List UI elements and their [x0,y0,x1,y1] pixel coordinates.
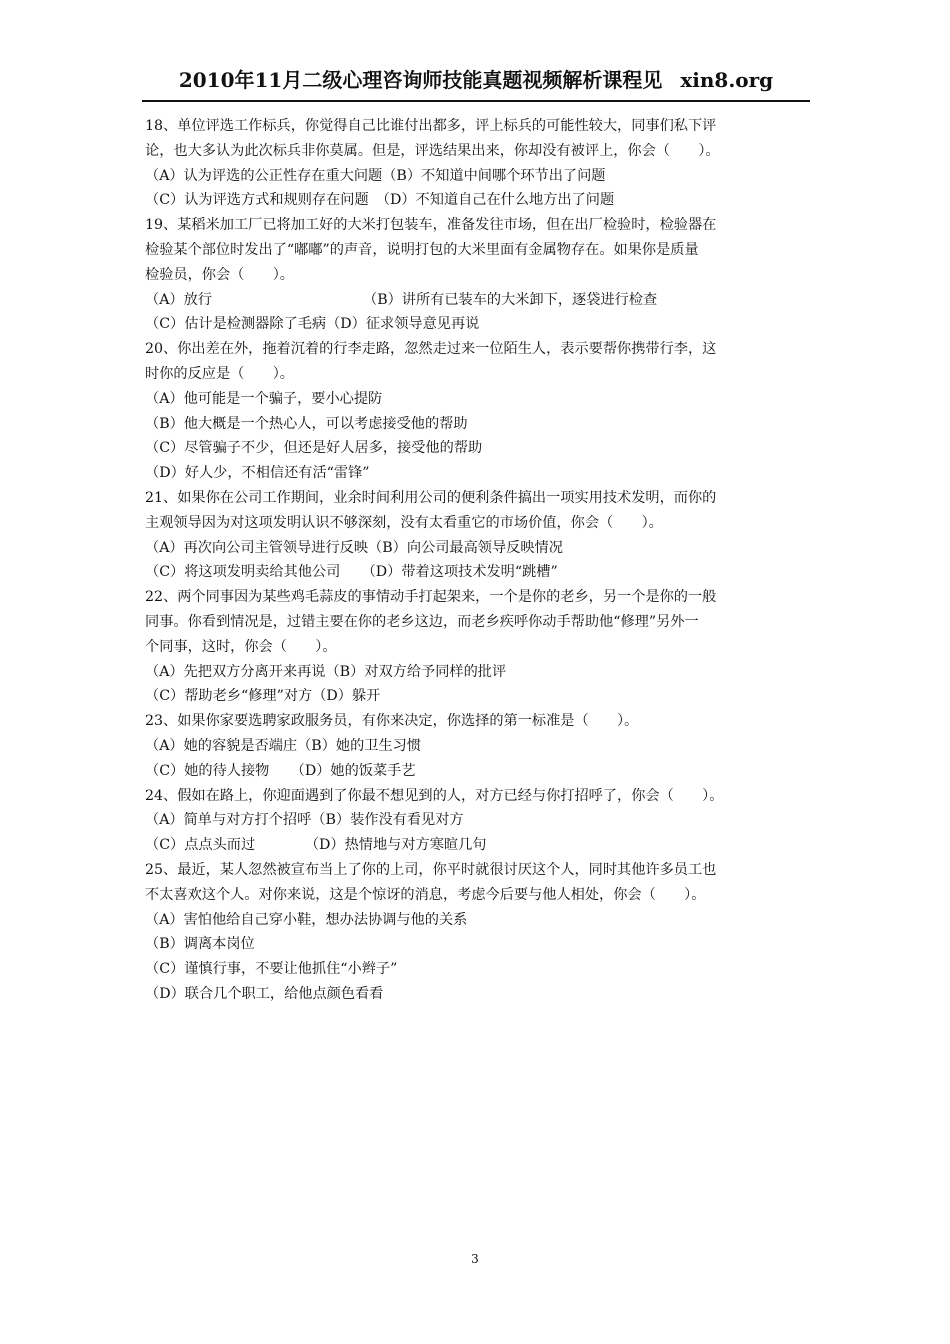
text-line: （A）她的容貌是否端庄（B）她的卫生习惯 [145,737,422,754]
text-line: 19、某稻米加工厂已将加工好的大米打包装车，准备发往市场，但在出厂检验时，检验器在 [145,217,717,234]
text-line: （A）简单与对方打个招呼（B）装作没有看见对方 [145,812,464,829]
text-line: （C）将这项发明卖给其他公司 （D）带着这项技术发明“跳槽” [145,564,558,581]
header-site: xin8.org [680,68,774,92]
header-title-line [142,64,810,93]
text-line: （A）认为评选的公正性存在重大问题（B）不知道中间哪个环节出了问题 [145,167,606,184]
text-line: （A）他可能是一个骗子，要小心提防 [145,390,383,407]
text-line: 检验某个部位时发出了“嘟嘟”的声音，说明打包的大米里面有金属物存在。如果你是质量 [145,241,699,258]
text-line: 不太喜欢这个人。对你来说，这是个惊讶的消息，考虑今后要与他人相处，你会（ ）。 [145,886,706,903]
text-line: 主观领导因为对这项发明认识不够深刻，没有太看重它的市场价值，你会（ ）。 [145,514,663,531]
header-title: 2010年11月二级心理咨询师技能真题视频解析课程见 [178,68,663,92]
text-line: （A）再次向公司主管领导进行反映（B）向公司最高领导反映情况 [145,539,563,556]
question-content [145,114,809,1007]
text-line: （B）调离本岗位 [145,936,255,953]
text-line: 检验员，你会（ ）。 [145,266,294,283]
text-line: （C）尽管骗子不少，但还是好人居多，接受他的帮助 [145,440,483,457]
text-line: （C）她的待人接物 （D）她的饭菜手艺 [145,762,416,779]
text-line: （A）先把双方分离开来再说（B）对双方给予同样的批评 [145,663,507,680]
text-line: （C）估计是检测器除了毛病（D）征求领导意见再说 [145,316,480,333]
text-line: 20、你出差在外，拖着沉着的行李走路，忽然走过来一位陌生人，表示要帮你携带行李，这 [145,341,717,358]
text-line: 同事。你看到情况是，过错主要在你的老乡这边，而老乡疾呼你动手帮助他“修理”另外一 [145,613,699,630]
text-line: （D）好人少，不相信还有活“雷锋” [145,465,370,482]
text-line: 23、如果你家要选聘家政服务员，有你来决定，你选择的第一标准是（ ）。 [145,713,639,730]
text-line: （A）害怕他给自己穿小鞋，想办法协调与他的关系 [145,911,468,928]
text-line: 论，也大多认为此次标兵非你莫属。但是，评选结果出来，你却没有被评上，你会（ ）。 [145,142,720,159]
text-line: 21、如果你在公司工作期间，业余时间利用公司的便利条件搞出一项实用技术发明，而你的 [145,489,717,506]
text-line: （B）他大概是一个热心人，可以考虑接受他的帮助 [145,415,468,432]
text-line: 24、假如在路上，你迎面遇到了你最不想见到的人，对方已经与你打招呼了，你会（ ）。 [145,787,724,804]
page-header [142,62,810,102]
q19-option-a: （A）放行 [145,291,212,308]
text-line: （C）帮助老乡“修理”对方（D）躲开 [145,688,381,705]
page-number: 3 [471,1252,479,1266]
q19-option-b: （B）讲所有已装车的大米卸下，逐袋进行检查 [363,291,658,308]
q19-options-ab [145,288,809,313]
text-line: （C）认为评选方式和规则存在问题 （D）不知道自己在什么地方出了问题 [145,192,615,209]
text-line: （C）点点头而过 （D）热情地与对方寒暄几句 [145,837,487,854]
text-line: 22、两个同事因为某些鸡毛蒜皮的事情动手打起架来，一个是你的老乡，另一个是你的一般 [145,589,717,606]
text-line: 18、单位评选工作标兵，你觉得自己比谁付出都多，评上标兵的可能性较大，同事们私下评 [145,118,717,134]
text-line: 25、最近，某人忽然被宣布当上了你的上司，你平时就很讨厌这个人，同时其他许多员工也 [145,861,717,878]
text-line: （C）谨慎行事，不要让他抓住“小辫子” [145,961,398,978]
text-line: （D）联合几个职工，给他点颜色看看 [145,985,384,1002]
text-line: 个同事，这时，你会（ ）。 [145,638,337,655]
text-line: 时你的反应是（ ）。 [145,365,294,382]
